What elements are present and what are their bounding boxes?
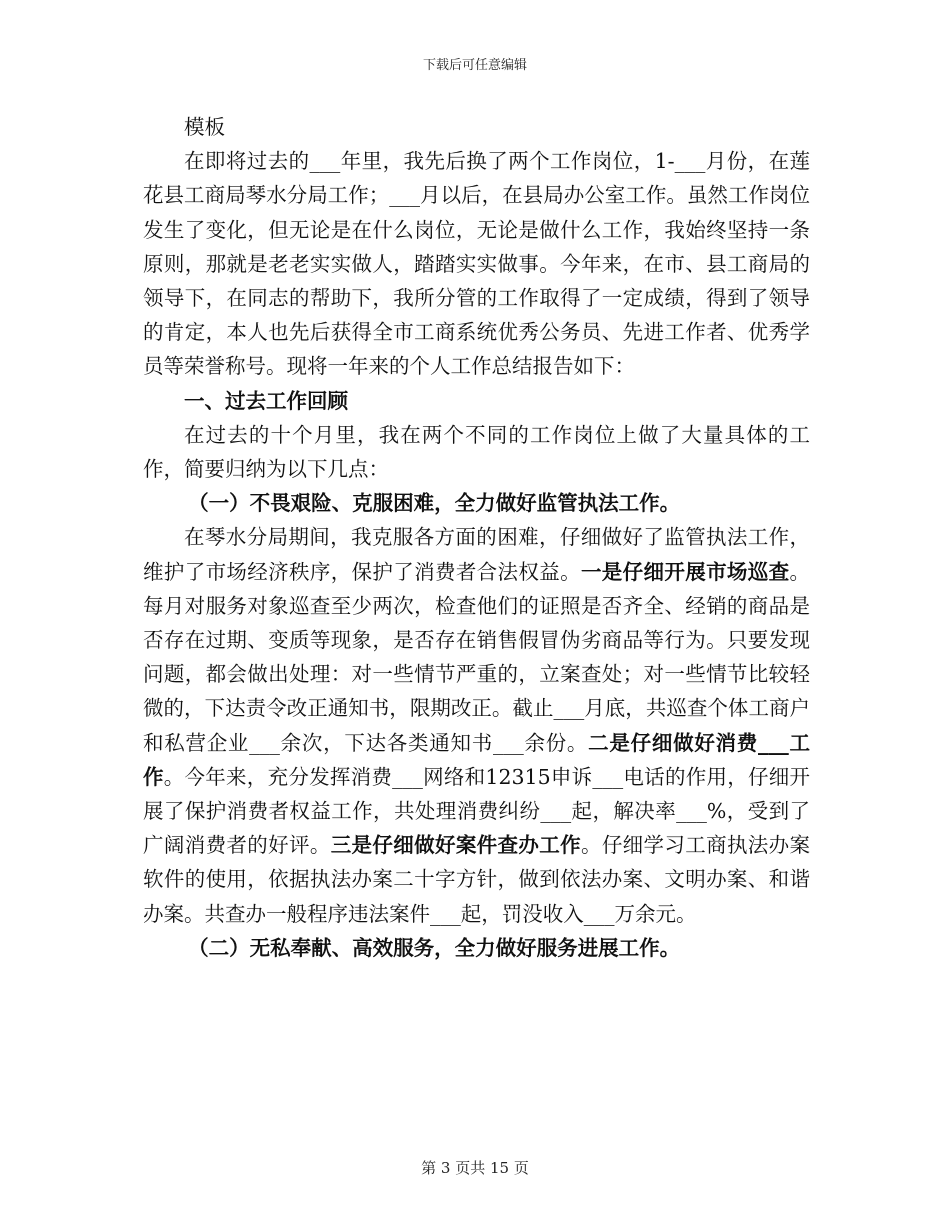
subsection-heading-supervision: （一）不畏艰险、克服困难，全力做好监管执法工作。 [188,491,681,516]
paragraph-template-label: 模板 [184,115,225,139]
bold-point-consumer: 二是仔细做好消费___工作 [143,730,811,789]
text-segment: 在琴水分局期间，我克服各方面的困难，仔细做好了监管执法工作，维护了市场经济秩序，保护了消费者合法权益。 [143,525,810,584]
bold-point-cases: 三是仔细做好案件查办工作 [330,833,581,858]
document-body [143,110,810,965]
section-heading-review: 一、过去工作回顾 [184,388,348,413]
text-segment: 。仔细学习工商执法办案软件的使用，依据执法办案二十字方针，做到依法办案、文明办案、和谐办案。共查办一般程序违法案件___起，罚没收入___万余元。 [143,833,811,926]
text-segment: 。今年来，充分发挥消费___网络和12315申诉___电话的作用，仔细开展了保护消费者权益工作，共处理消费纠纷___起，解决率___%，受到了广阔消费者的好评。 [143,764,810,858]
paragraph-summary: 在过去的十个月里，我在两个不同的工作岗位上做了大量具体的工作，简要归纳为以下几点： [143,422,810,482]
paragraph-supervision-details [143,520,810,930]
text-segment: 。每月对服务对象巡查至少两次，检查他们的证照是否齐全、经销的商品是否存在过期、变质等现象，是否存在销售假冒伪劣商品等行为。只要发现问题，都会做出处理：对一些情节严重的，立案查处；对一些情节比较轻微的，下达责令改正通知书，限期改正。截止___月底，共巡查个体工商户和私营企业___余次，下达各类通知书___余份。 [143,559,811,755]
paragraph-intro: 在即将过去的___年里，我先后换了两个工作岗位，1-___月份，在莲花县工商局琴水分局工作；___月以后，在县局办公室工作。虽然工作岗位发生了变化，但无论是在什么岗位，无论是做什么工作，我始终坚持一条原则，那就是老老实实做人，踏踏实实做事。今年来，在市、县工商局的领导下，在同志的帮助下，我所分管的工作取得了一定成绩，得到了领导的肯定，本人也先后获得全市工商系统优秀公务员、先进工作者、优秀学员等荣誉称号。现将一年来的个人工作总结报告如下： [143,149,810,379]
page-footer: 第 3 页共 15 页 [421,1159,529,1177]
page-header: 下载后可任意编辑 [422,58,527,73]
bold-point-patrol: 一是仔细开展市场巡查 [580,559,790,584]
subsection-heading-service: （二）无私奉献、高效服务，全力做好服务进展工作。 [188,935,681,960]
